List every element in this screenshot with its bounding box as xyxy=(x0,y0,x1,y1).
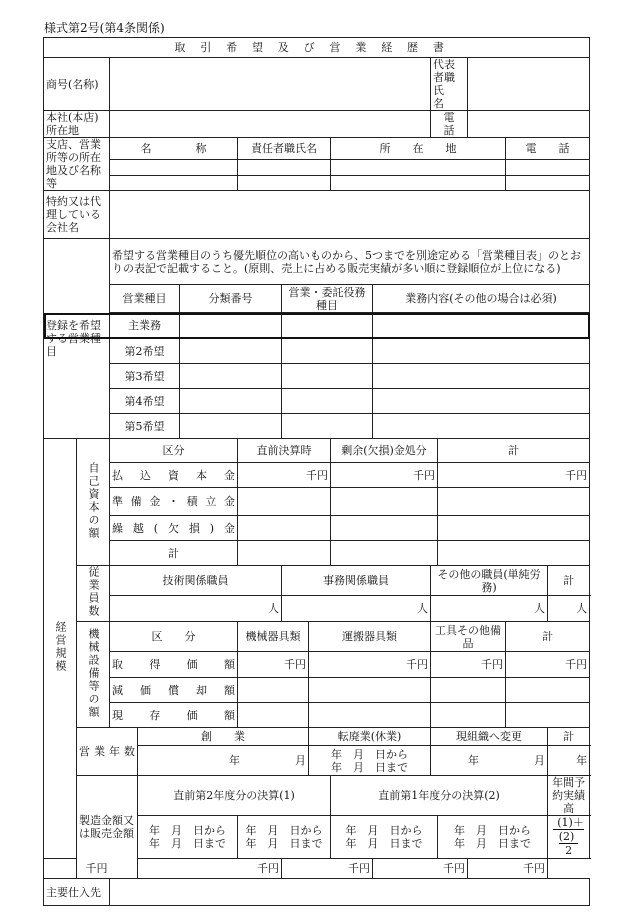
type-number-field[interactable] xyxy=(180,364,282,389)
type-row-label: 第3希望 xyxy=(110,364,180,389)
branch-col-address: 所 在 地 xyxy=(331,138,506,160)
employees-label xyxy=(77,566,110,622)
capital-total-field[interactable] xyxy=(438,488,590,516)
capital-surplus-field[interactable]: 千円 xyxy=(331,463,438,488)
years-founded-field[interactable] xyxy=(138,746,309,776)
branch-name-field[interactable] xyxy=(110,160,238,175)
type-service-field[interactable] xyxy=(282,313,373,339)
supplier-field[interactable] xyxy=(110,879,590,906)
branch-col-phone: 電 話 xyxy=(506,138,590,160)
representative-label: 代表者職氏 名 xyxy=(431,58,468,111)
employees-label-text: 従業員数 xyxy=(87,566,100,618)
employee-col-office: 事務関係職員 xyxy=(282,566,431,596)
branch-col-manager: 責任者職氏名 xyxy=(238,138,331,160)
branch-label: 支店、営業所等の所在地及び名称等 xyxy=(44,138,110,191)
capital-prior-field[interactable] xyxy=(238,516,331,541)
sales-prior1-b-amount[interactable]: 千円 xyxy=(373,859,468,879)
form-number: 様式第2号(第4条関係) xyxy=(44,21,165,35)
years-col-founded: 創 業 xyxy=(138,728,309,746)
branch-address-field[interactable] xyxy=(331,175,506,190)
equip-transport-field[interactable] xyxy=(309,678,431,703)
equip-col-machine: 機械器具類 xyxy=(238,622,309,652)
employee-other-field[interactable]: 人 xyxy=(431,596,548,622)
sales-prior2-b-amount[interactable]: 千円 xyxy=(138,859,282,879)
capital-col-total: 計 xyxy=(438,439,590,463)
employee-tech-field[interactable]: 人 xyxy=(110,596,282,622)
capital-col-category: 区分 xyxy=(110,439,238,463)
capital-surplus-field[interactable] xyxy=(331,541,438,566)
year-unit: 年 xyxy=(468,754,479,767)
type-content-field[interactable] xyxy=(373,313,590,339)
years-col-suspended: 転廃業(休業) xyxy=(309,728,431,746)
type-col-content: 業務内容(その他の場合は必須) xyxy=(373,285,590,313)
type-number-field[interactable] xyxy=(180,389,282,414)
agent-field[interactable] xyxy=(110,191,590,239)
formula-numerator: (1)＋(2) xyxy=(553,816,584,844)
equip-transport-field[interactable]: 千円 xyxy=(309,652,431,678)
capital-surplus-field[interactable] xyxy=(331,516,438,541)
type-service-field[interactable] xyxy=(282,364,373,389)
year-unit: 年 xyxy=(229,754,240,767)
sales-prior2-a-amount[interactable]: 千円 xyxy=(44,859,110,879)
sales-annual-amount[interactable]: 千円 xyxy=(468,859,548,879)
capital-label xyxy=(77,439,110,566)
equip-machine-field[interactable] xyxy=(238,703,309,728)
branch-phone-field[interactable] xyxy=(506,160,590,175)
date-from: 年 月 日から xyxy=(149,824,226,837)
type-number-field[interactable] xyxy=(180,339,282,364)
equip-col-tools: 工具その他備品 xyxy=(431,622,506,652)
years-col-total: 計 xyxy=(548,728,590,746)
branch-phone-field[interactable] xyxy=(506,175,590,190)
phone-field[interactable] xyxy=(468,111,590,138)
month-unit: 月 xyxy=(534,754,545,767)
equip-transport-field[interactable] xyxy=(309,703,431,728)
employee-total-field[interactable]: 人 xyxy=(548,596,590,622)
sales-prior1-period-b[interactable] xyxy=(438,816,548,859)
equip-total-field[interactable]: 千円 xyxy=(506,652,590,678)
years-reorganized-field[interactable] xyxy=(431,746,548,776)
equip-total-field[interactable] xyxy=(506,678,590,703)
date-to: 年 月 日まで xyxy=(454,837,531,850)
capital-col-surplus: 剰余(欠損)金処分 xyxy=(331,439,438,463)
years-suspended-field[interactable] xyxy=(309,746,431,776)
years-total-field[interactable]: 年 xyxy=(548,746,590,776)
capital-prior-field[interactable] xyxy=(238,488,331,516)
formula-denominator: 2 xyxy=(565,844,573,857)
date-to: 年 月 日まで xyxy=(245,837,323,850)
equip-col-total: 計 xyxy=(506,622,590,652)
average-formula xyxy=(550,816,587,858)
equip-tools-field[interactable]: 千円 xyxy=(431,652,506,678)
employee-office-field[interactable]: 人 xyxy=(282,596,431,622)
month-unit: 月 xyxy=(295,754,306,767)
form-title: 取引希望及び営業経歴書 xyxy=(44,38,590,58)
branch-address-field[interactable] xyxy=(331,160,506,175)
type-content-field[interactable] xyxy=(373,389,590,414)
sales-prior1-a-amount[interactable]: 千円 xyxy=(282,859,373,879)
years-label: 営業年数 xyxy=(77,728,138,776)
type-col-number: 分類番号 xyxy=(180,285,282,313)
equip-row-label: 取得価額 xyxy=(110,652,238,678)
type-content-field[interactable] xyxy=(373,364,590,389)
date-from: 年 月 日から xyxy=(245,824,323,837)
type-number-field[interactable] xyxy=(180,414,282,439)
capital-total-field[interactable] xyxy=(438,516,590,541)
application-form xyxy=(43,37,590,906)
trade-name-field[interactable] xyxy=(110,58,431,111)
sales-label: 製造金額又は販売金額 xyxy=(77,776,138,879)
capital-row-label: 繰越(欠損)金 xyxy=(110,516,238,541)
date-to: 年 月 日まで xyxy=(345,837,423,850)
capital-prior-field[interactable]: 千円 xyxy=(238,463,331,488)
branch-manager-field[interactable] xyxy=(238,175,331,190)
equip-row-label: 減価償却額 xyxy=(110,678,238,703)
type-number-field[interactable] xyxy=(180,313,282,339)
branch-manager-field[interactable] xyxy=(238,160,331,175)
type-content-field[interactable] xyxy=(373,414,590,439)
equip-machine-field[interactable] xyxy=(238,678,309,703)
date-to: 年 月 日まで xyxy=(149,837,226,850)
desired-type-label: 登録を希望する営業種目 xyxy=(44,239,110,439)
type-content-field[interactable] xyxy=(373,339,590,364)
scale-label-text: 経営規模 xyxy=(54,621,67,673)
equipment-label xyxy=(77,622,110,728)
equip-col-category: 区 分 xyxy=(110,622,238,652)
sales-col-prior1: 直前第1年度分の決算(2) xyxy=(331,776,548,816)
years-col-reorganized: 現組織へ変更 xyxy=(431,728,548,746)
sales-col-prior2: 直前第2年度分の決算(1) xyxy=(138,776,331,816)
head-office-label: 本社(本店)所在地 xyxy=(44,111,110,138)
sales-col-annual: 年間予約実績高 xyxy=(548,776,590,816)
equip-tools-field[interactable] xyxy=(431,678,506,703)
type-row-label: 第2希望 xyxy=(110,339,180,364)
sales-prior2-period-b[interactable] xyxy=(238,816,331,859)
type-col-category: 営業種目 xyxy=(110,285,180,313)
employee-col-total: 計 xyxy=(548,566,590,596)
equip-machine-field[interactable]: 千円 xyxy=(238,652,309,678)
phone-label: 電 話 xyxy=(431,111,468,138)
type-row-label: 第4希望 xyxy=(110,389,180,414)
employee-col-other: その他の職員(単純労務) xyxy=(431,566,548,596)
capital-col-prior: 直前決算時 xyxy=(238,439,331,463)
capital-total-field[interactable]: 千円 xyxy=(438,463,590,488)
date-from: 年 月 日から xyxy=(345,824,423,837)
branch-name-field[interactable] xyxy=(110,175,238,190)
type-row-label: 主業務 xyxy=(110,313,180,339)
type-col-service: 営業・委託役務種目 xyxy=(282,285,373,313)
equip-col-transport: 運搬器具類 xyxy=(309,622,431,652)
date-from: 年 月 日から xyxy=(454,824,531,837)
capital-total-field[interactable] xyxy=(438,541,590,566)
sales-prior2-period-a[interactable] xyxy=(138,816,238,859)
type-service-field[interactable] xyxy=(282,339,373,364)
capital-surplus-field[interactable] xyxy=(331,488,438,516)
scale-label xyxy=(44,439,77,859)
main-business-row xyxy=(44,313,590,339)
sales-prior1-period-a[interactable] xyxy=(331,816,438,859)
employee-col-tech: 技術関係職員 xyxy=(110,566,282,596)
equip-total-field[interactable] xyxy=(506,703,590,728)
date-to: 年 月 日まで xyxy=(331,760,408,774)
desired-type-note: 希望する営業種目のうち優先順位の高いものから、5つまでを別途定める「営業種目表」のとおりの表記で記載すること。(原則、売上に占める販売実績が多い順に登録順位が上位になる) xyxy=(110,239,590,285)
trade-name-label: 商号(名称) xyxy=(44,58,110,111)
capital-row-label: 計 xyxy=(110,541,238,566)
type-service-field[interactable] xyxy=(282,414,373,439)
capital-label-text: 自己資本の額 xyxy=(87,461,100,540)
type-row-label: 第5希望 xyxy=(110,414,180,439)
capital-row-label: 準備金・積立金 xyxy=(110,488,238,516)
equipment-label-text: 機械設備等の額 xyxy=(87,627,100,719)
agent-label: 特約又は代理している会社名 xyxy=(44,191,110,239)
representative-field[interactable] xyxy=(468,58,590,111)
equip-row-label: 現存価額 xyxy=(110,703,238,728)
capital-prior-field[interactable] xyxy=(238,541,331,566)
head-office-field[interactable] xyxy=(110,111,431,138)
branch-col-name: 名 称 xyxy=(110,138,238,160)
sales-formula xyxy=(548,816,590,859)
supplier-label: 主要仕入先 xyxy=(44,879,110,906)
type-service-field[interactable] xyxy=(282,389,373,414)
date-from: 年 月 日から xyxy=(331,747,408,761)
capital-row-label: 払込資本金 xyxy=(110,463,238,488)
equip-tools-field[interactable] xyxy=(431,703,506,728)
